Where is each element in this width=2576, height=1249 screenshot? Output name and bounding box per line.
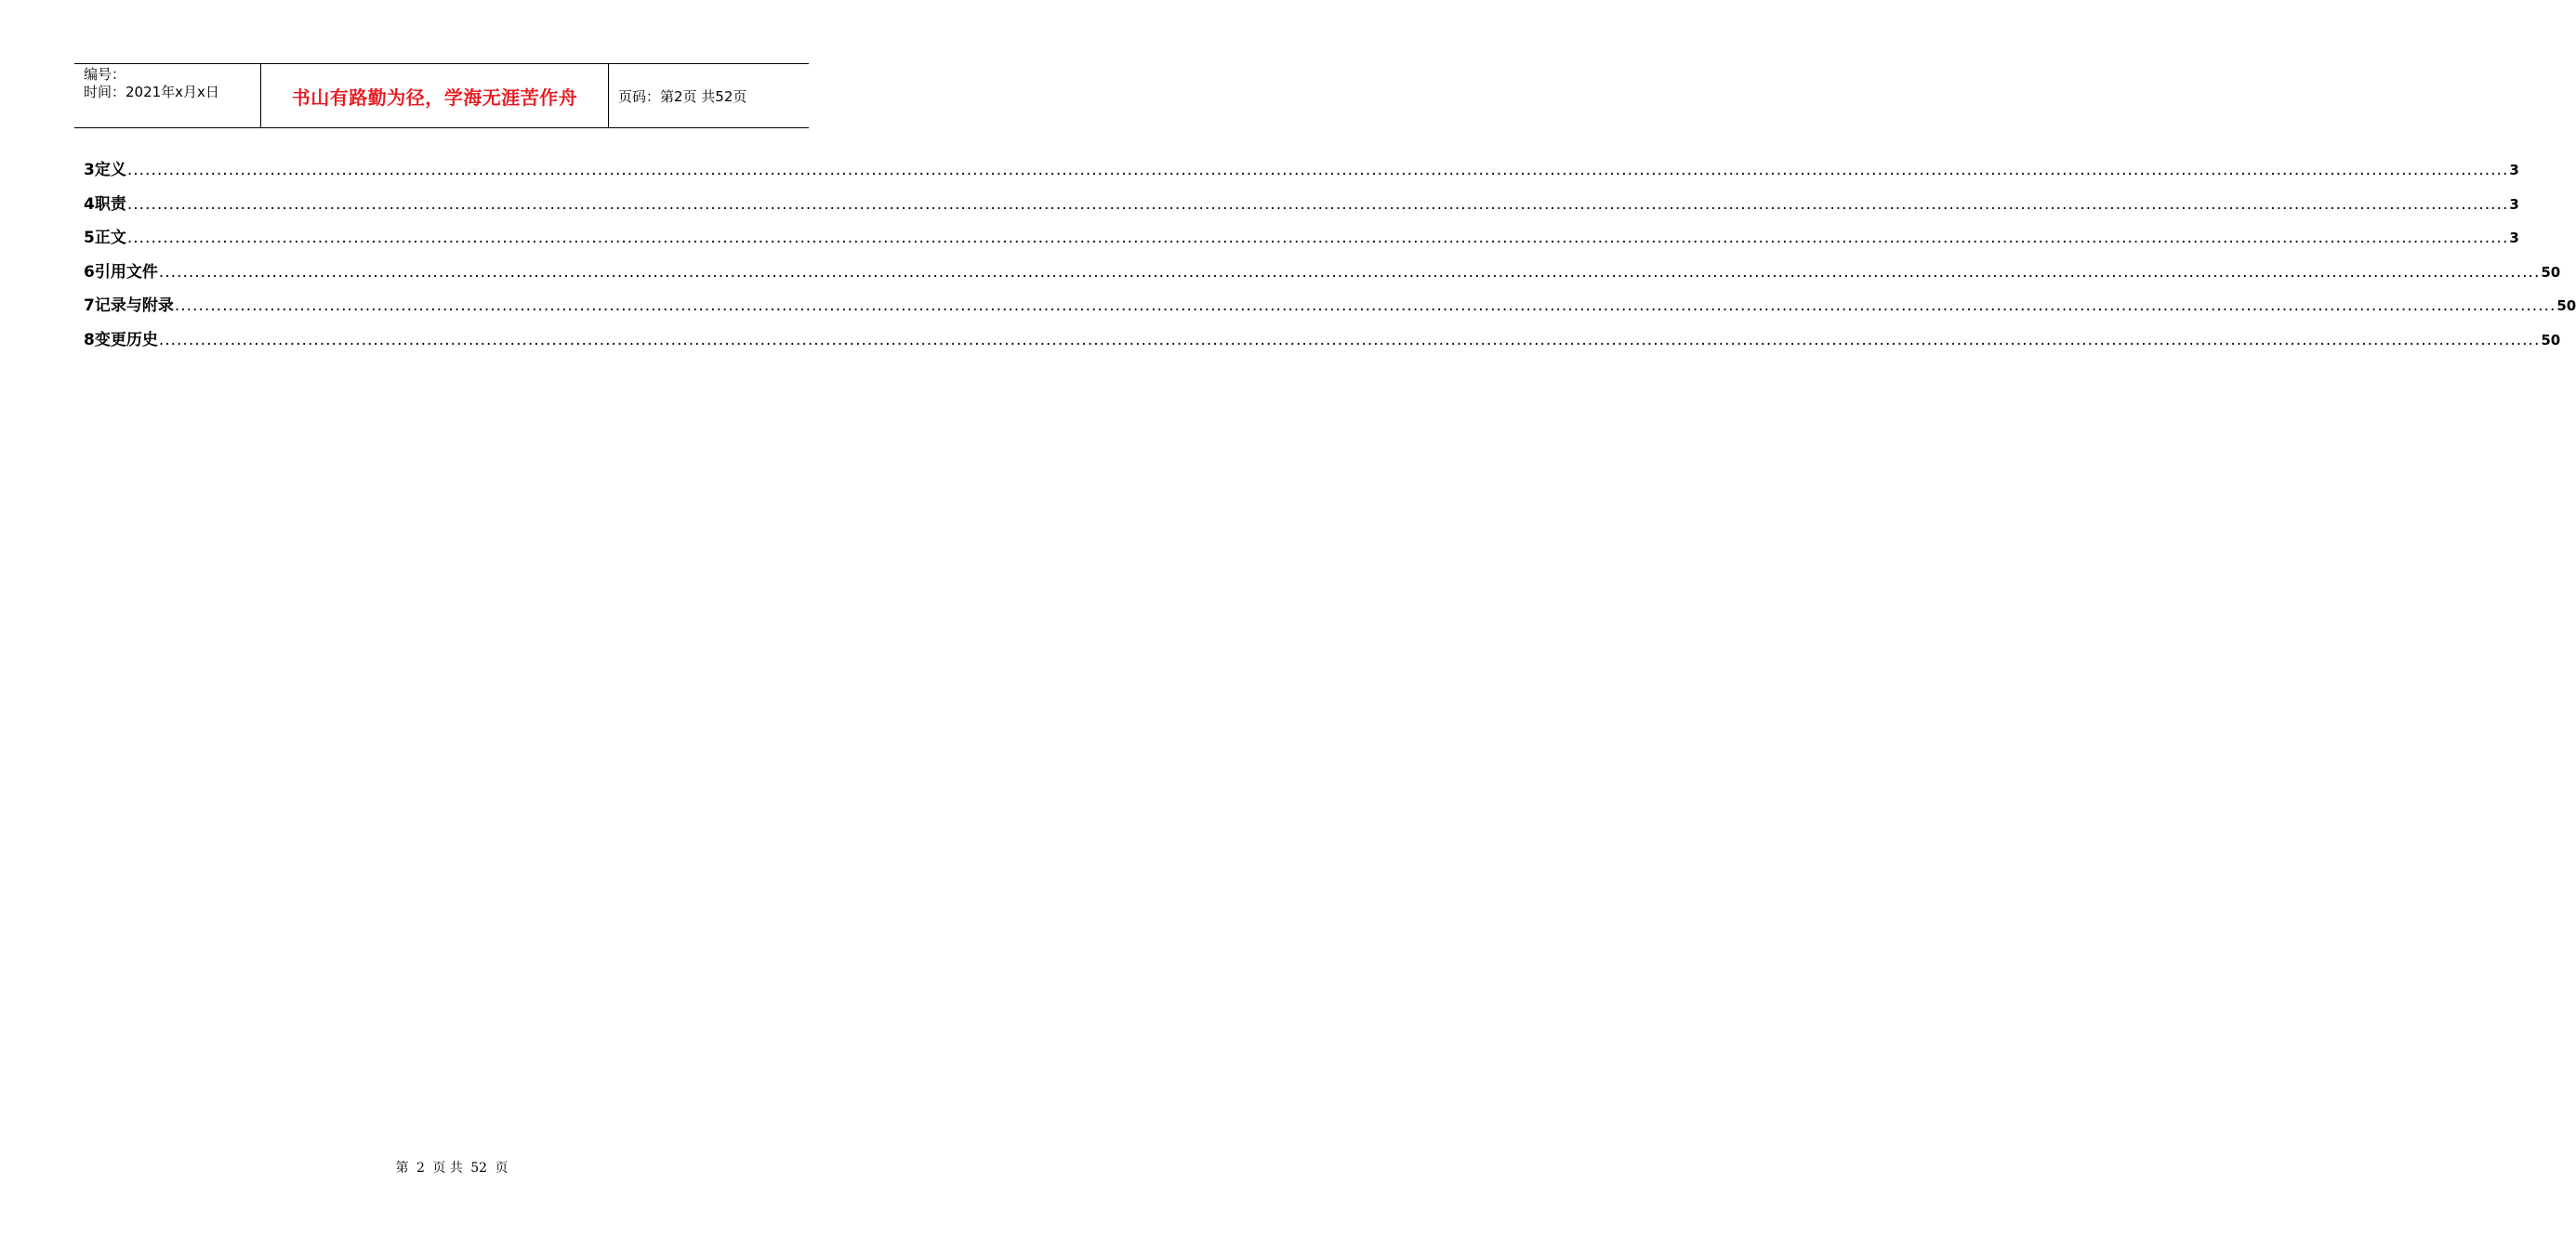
toc-entry-number: 6 [84,262,95,282]
toc-entry-page: 50 [2541,263,2561,281]
toc-entry-page: 3 [2509,195,2519,213]
toc-entry-title: 记录与附录 [94,296,174,316]
footer-suffix: 页 [495,1161,509,1176]
toc-entry-page: 3 [2509,230,2519,247]
toc-leader-dots: ................................................................................................................................................................................................................................................................................................................................................................................................................ [174,296,2556,316]
table-of-contents [84,156,2576,361]
toc-leader-dots: ................................................................................................................................................................................................................................................................................................................................................................................................................ [158,262,2541,282]
toc-entry-title: 变更历史 [94,330,158,349]
footer-page-number: 2 [416,1161,425,1176]
toc-leader-dots: ................................................................................................................................................................................................................................................................................................................................................................................................................ [158,330,2541,349]
header-motto-cell [261,64,609,127]
footer-prefix: 第 [395,1161,409,1176]
header-page-info-cell [609,64,809,127]
footer-mid: 页 共 [432,1161,463,1176]
toc-leader-dots: ................................................................................................................................................................................................................................................................................................................................................................................................................ [126,161,2509,179]
toc-entry[interactable] [84,326,2561,361]
toc-entry[interactable] [84,191,2519,225]
toc-entry-title: 引用文件 [94,262,158,282]
page-header [74,63,809,128]
toc-entry-page: 3 [2509,162,2519,178]
toc-leader-dots: ................................................................................................................................................................................................................................................................................................................................................................................................................ [126,229,2509,248]
toc-entry-number: 3 [84,161,95,179]
toc-entry[interactable] [84,156,2519,191]
toc-entry-number: 5 [84,229,95,248]
header-page-info: 页码：第2页 共52页 [618,87,747,105]
toc-entry-title: 正文 [94,229,126,248]
toc-entry[interactable] [84,292,2576,326]
toc-entry-page: 50 [2556,297,2576,315]
toc-entry-number: 8 [84,330,95,349]
footer-total-pages: 52 [470,1161,488,1176]
toc-entry-number: 7 [84,296,95,316]
toc-entry-title: 定义 [94,161,126,179]
toc-entry[interactable] [84,258,2561,293]
document-number-label: 编号： [84,66,126,83]
header-meta [74,64,261,127]
toc-leader-dots: ................................................................................................................................................................................................................................................................................................................................................................................................................ [126,194,2509,214]
toc-entry-number: 4 [84,194,95,214]
header-motto: 书山有路勤为径，学海无涯苦作舟 [291,85,578,109]
toc-entry-title: 职责 [94,194,126,214]
page-footer [0,1158,883,1177]
toc-entry[interactable] [84,224,2519,258]
document-time-label: 时间：2021年x月x日 [84,84,219,100]
toc-entry-page: 50 [2541,331,2561,348]
